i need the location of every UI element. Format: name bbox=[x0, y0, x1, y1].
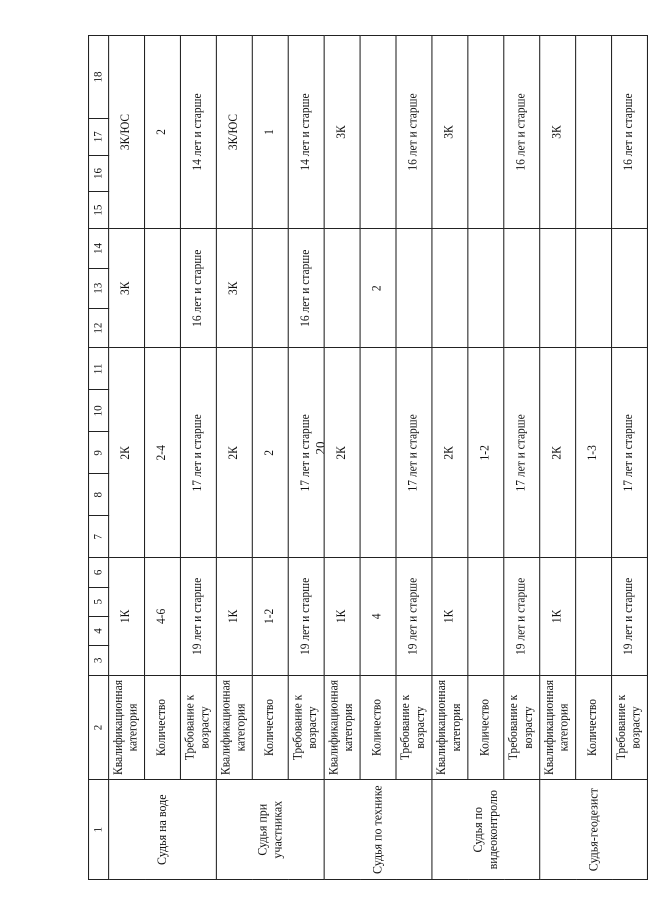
value-cell-group-4: 1 bbox=[252, 36, 288, 229]
value-cell-group-4 bbox=[360, 36, 396, 229]
value-cell-group-2: 2 bbox=[252, 348, 288, 558]
parameter-cell: Квалификационная категория bbox=[109, 675, 145, 780]
role-cell: Судья по технике bbox=[324, 780, 432, 880]
table-row bbox=[576, 36, 612, 880]
col-header: 4 bbox=[89, 616, 109, 645]
table-row bbox=[180, 36, 216, 880]
judges-table bbox=[88, 35, 648, 880]
value-cell-group-1: 1К bbox=[540, 558, 576, 675]
table-row bbox=[288, 36, 324, 880]
value-cell-group-1: 19 лет и старше bbox=[396, 558, 432, 675]
col-header: 6 bbox=[89, 558, 109, 587]
value-cell-group-1 bbox=[576, 558, 612, 675]
parameter-cell: Квалификационная категория bbox=[324, 675, 360, 780]
value-cell-group-3: 2 bbox=[360, 229, 396, 348]
parameter-cell: Требование к возрасту bbox=[612, 675, 648, 780]
value-cell-group-3: 3К bbox=[216, 229, 252, 348]
value-cell-group-1: 1К bbox=[109, 558, 145, 675]
value-cell-group-2: 1-3 bbox=[576, 348, 612, 558]
col-header: 13 bbox=[89, 268, 109, 308]
parameter-cell: Количество bbox=[252, 675, 288, 780]
table-row bbox=[252, 36, 288, 880]
value-cell-group-4: 3К/ЮС bbox=[109, 36, 145, 229]
value-cell-group-2: 2К bbox=[540, 348, 576, 558]
value-cell-group-3 bbox=[432, 229, 468, 348]
value-cell-group-4: 3К bbox=[324, 36, 360, 229]
value-cell-group-1: 19 лет и старше bbox=[504, 558, 540, 675]
parameter-cell: Требование к возрасту bbox=[504, 675, 540, 780]
table-row bbox=[360, 36, 396, 880]
col-header: 12 bbox=[89, 308, 109, 348]
role-cell: Судья по видеоконтролю bbox=[432, 780, 540, 880]
value-cell-group-1: 1-2 bbox=[252, 558, 288, 675]
parameter-cell: Количество bbox=[576, 675, 612, 780]
value-cell-group-1: 1К bbox=[432, 558, 468, 675]
parameter-cell: Требование к возрасту bbox=[180, 675, 216, 780]
table-row bbox=[324, 36, 360, 880]
header-row bbox=[89, 36, 109, 880]
value-cell-group-4: 16 лет и старше bbox=[612, 36, 648, 229]
value-cell-group-1: 4 bbox=[360, 558, 396, 675]
role-cell: Судья при участниках bbox=[216, 780, 324, 880]
parameter-cell: Квалификационная категория bbox=[540, 675, 576, 780]
value-cell-group-4: 16 лет и старше bbox=[504, 36, 540, 229]
value-cell-group-2: 17 лет и старше bbox=[180, 348, 216, 558]
value-cell-group-2: 17 лет и старше bbox=[504, 348, 540, 558]
value-cell-group-1: 19 лет и старше bbox=[612, 558, 648, 675]
col-header: 3 bbox=[89, 646, 109, 675]
value-cell-group-2: 2К bbox=[432, 348, 468, 558]
value-cell-group-1: 1К bbox=[324, 558, 360, 675]
role-cell: Судья на воде bbox=[109, 780, 217, 880]
value-cell-group-4: 2 bbox=[145, 36, 181, 229]
rotated-table bbox=[88, 35, 648, 880]
parameter-cell: Требование к возрасту bbox=[288, 675, 324, 780]
value-cell-group-1: 4-6 bbox=[145, 558, 181, 675]
col-header: 15 bbox=[89, 192, 109, 229]
value-cell-group-3 bbox=[576, 229, 612, 348]
value-cell-group-2: 17 лет и старше bbox=[612, 348, 648, 558]
value-cell-group-2 bbox=[360, 348, 396, 558]
value-cell-group-2: 2-4 bbox=[145, 348, 181, 558]
table-row bbox=[540, 36, 576, 880]
value-cell-group-3: 16 лет и старше bbox=[288, 229, 324, 348]
col-header: 2 bbox=[89, 675, 109, 780]
value-cell-group-4: 3К bbox=[432, 36, 468, 229]
table-row bbox=[145, 36, 181, 880]
value-cell-group-1: 1К bbox=[216, 558, 252, 675]
col-header: 11 bbox=[89, 348, 109, 390]
table-row bbox=[109, 36, 145, 880]
value-cell-group-3 bbox=[468, 229, 504, 348]
col-header: 9 bbox=[89, 432, 109, 474]
col-header: 17 bbox=[89, 118, 109, 155]
role-cell: Судья-геодезист bbox=[540, 780, 648, 880]
value-cell-group-3: 16 лет и старше bbox=[180, 229, 216, 348]
value-cell-group-2: 17 лет и старше bbox=[288, 348, 324, 558]
value-cell-group-3 bbox=[252, 229, 288, 348]
table-row bbox=[432, 36, 468, 880]
value-cell-group-4 bbox=[468, 36, 504, 229]
col-header: 18 bbox=[89, 36, 109, 119]
col-header: 16 bbox=[89, 155, 109, 192]
value-cell-group-2: 2К bbox=[109, 348, 145, 558]
parameter-cell: Требование к возрасту bbox=[396, 675, 432, 780]
table-row bbox=[468, 36, 504, 880]
parameter-cell: Количество bbox=[468, 675, 504, 780]
value-cell-group-3 bbox=[145, 229, 181, 348]
table-row bbox=[504, 36, 540, 880]
value-cell-group-2: 17 лет и старше bbox=[396, 348, 432, 558]
page-number: 20 bbox=[312, 441, 327, 455]
value-cell-group-1 bbox=[468, 558, 504, 675]
col-header: 8 bbox=[89, 474, 109, 516]
value-cell-group-4: 3К bbox=[540, 36, 576, 229]
parameter-cell: Квалификационная категория bbox=[432, 675, 468, 780]
value-cell-group-4: 16 лет и старше bbox=[396, 36, 432, 229]
parameter-cell: Квалификационная категория bbox=[216, 675, 252, 780]
value-cell-group-1: 19 лет и старше bbox=[288, 558, 324, 675]
value-cell-group-3 bbox=[396, 229, 432, 348]
parameter-cell: Количество bbox=[360, 675, 396, 780]
value-cell-group-3 bbox=[612, 229, 648, 348]
value-cell-group-4: 3К/ЮС bbox=[216, 36, 252, 229]
col-header: 1 bbox=[89, 780, 109, 880]
table-row bbox=[216, 36, 252, 880]
value-cell-group-4: 14 лет и старше bbox=[180, 36, 216, 229]
value-cell-group-4 bbox=[576, 36, 612, 229]
value-cell-group-3 bbox=[324, 229, 360, 348]
table-sheet bbox=[88, 35, 648, 880]
value-cell-group-2: 1-2 bbox=[468, 348, 504, 558]
value-cell-group-3 bbox=[504, 229, 540, 348]
value-cell-group-2: 2К bbox=[324, 348, 360, 558]
col-header: 7 bbox=[89, 516, 109, 558]
col-header: 10 bbox=[89, 390, 109, 432]
value-cell-group-3 bbox=[540, 229, 576, 348]
value-cell-group-1: 19 лет и старше bbox=[180, 558, 216, 675]
value-cell-group-2: 2К bbox=[216, 348, 252, 558]
col-header: 14 bbox=[89, 229, 109, 269]
table-row bbox=[396, 36, 432, 880]
value-cell-group-4: 14 лет и старше bbox=[288, 36, 324, 229]
value-cell-group-3: 3К bbox=[109, 229, 145, 348]
parameter-cell: Количество bbox=[145, 675, 181, 780]
col-header: 5 bbox=[89, 587, 109, 616]
table-row bbox=[612, 36, 648, 880]
